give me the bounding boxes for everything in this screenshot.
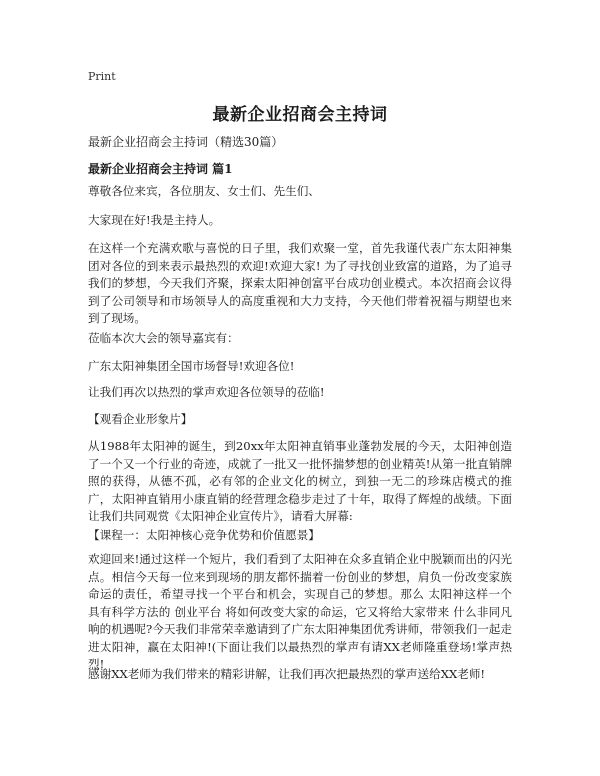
paragraph-applause: 让我们再次以热烈的掌声欢迎各位领导的莅临! [88, 385, 325, 399]
paragraph-host-intro: 大家现在好!我是主持人。 [88, 213, 221, 227]
section-heading: 最新企业招商会主持词 篇1 [88, 162, 233, 176]
paragraph-guests-heading: 莅临本次大会的领导嘉宾有： [88, 331, 239, 345]
paragraph-greeting: 尊敬各位来宾，各位朋友、女士们、先生们、 [88, 184, 320, 198]
paragraph-guests: 广东太阳神集团全国市场督导!欢迎各位! [88, 359, 295, 373]
document-subtitle: 最新企业招商会主持词（精选30篇） [88, 135, 284, 149]
paragraph-video-heading: 【观看企业形象片】 [88, 412, 193, 426]
paragraph-course-intro: 欢迎回来!通过这样一个短片，我们看到了太阳神在众多直销企业中脱颖而出的闪光点。相信今天每一位来到现场的朋友都怀揣着一份创业的梦想，肩负一份改变家族命运的责任，希望寻找一个平台和机会，实现自己的梦想。那么 太阳神这样一个 具有科学方法的 创业平台 将如何改变大家的命运，它又将给大家带来 什么非同凡响的机遇呢?今天我们非常荣幸邀请到了广东太阳神集团优秀讲师，带领我们一起走进太阳神，赢在太阳神!(下面让我们以最热烈的掌声有请XX老师隆重登场!掌声热烈! [88, 552, 512, 671]
document-page [88, 0, 512, 776]
paragraph-welcome: 在这样一个充满欢歌与喜悦的日子里，我们欢聚一堂，首先我谨代表广东太阳神集团对各位的到来表示最热烈的欢迎!欢迎大家! 为了寻找创业致富的道路，为了追寻我们的梦想，今天我们齐聚，探索太阳神创富平台成功创业模式。本次招商会议得到了公司领导和市场领导人的高度重视和大力支持，今天他们带着祝福与期望也来到了现场。 [88, 241, 512, 325]
paragraph-course-heading: 【课程一：太阳神核心竞争优势和价值愿景】 [88, 528, 320, 542]
page-title: 最新企业招商会主持词 [212, 105, 388, 125]
paragraph-thanks: 感谢XX老师为我们带来的精彩讲解，让我们再次把最热烈的掌声送给XX老师! [88, 667, 486, 681]
paragraph-history: 从1988年太阳神的诞生，到20xx年太阳神直销事业蓬勃发展的今天，太阳神创造了一个又一个行业的奇迹，成就了一批又一批怀揣梦想的创业精英!从第一批直销牌照的获得，从德不孤，必有邻的企业文化的树立，到独一无二的珍珠店模式的推广，太阳神直销用小康直销的经营理念稳步走过了十年，取得了辉煌的战绩。下面让我们共同观赏《太阳神企业宣传片》，请看大屏幕: [88, 439, 512, 523]
print-link[interactable]: Print [88, 70, 116, 83]
